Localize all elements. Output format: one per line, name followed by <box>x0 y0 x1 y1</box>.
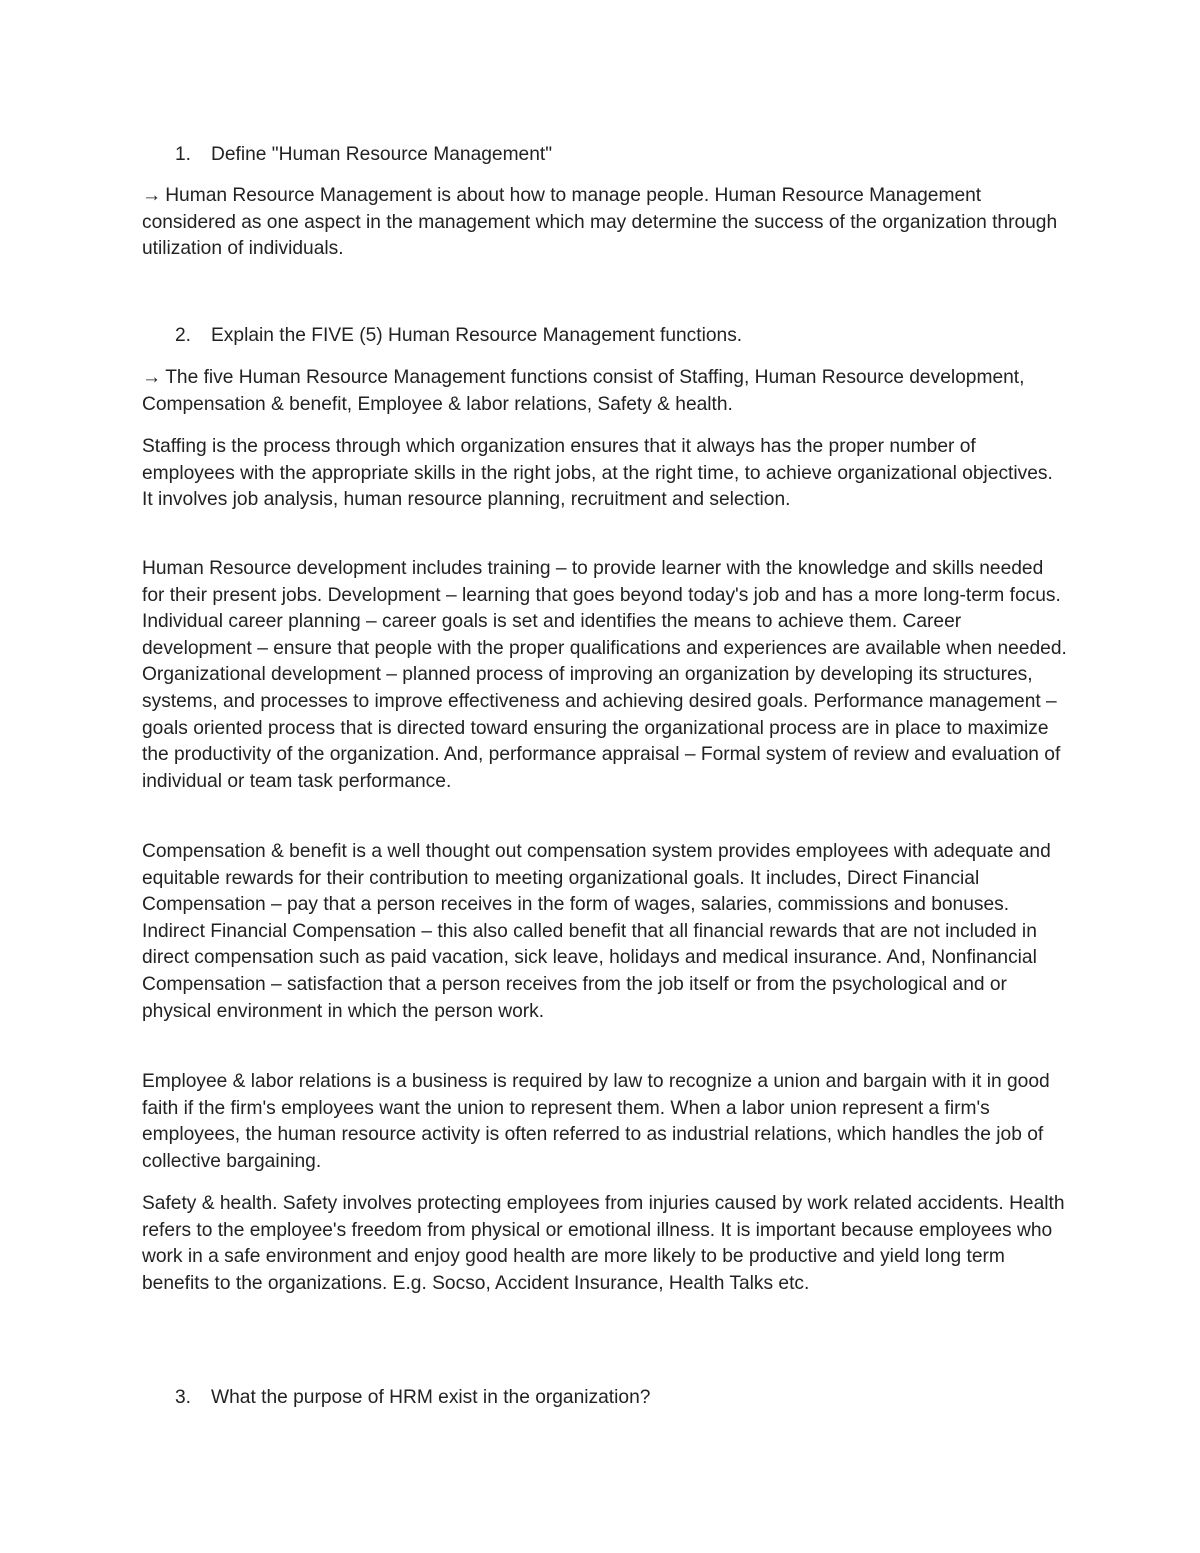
question-3-text: What the purpose of HRM exist in the organization? <box>211 1387 651 1408</box>
question-2-text: Explain the FIVE (5) Human Resource Management functions. <box>211 325 743 346</box>
answer-2-intro-paragraph <box>142 365 1067 418</box>
safety-health-paragraph: Safety & health. Safety involves protecting employees from injuries caused by work related accidents. Health refers to the employee's freedom from physical or emotional illness. It is important because employees who work in a safe environment and enjoy good health are more likely to be productive and yield long term benefits to the organizations. E.g. Socso, Accident Insurance, Health Talks etc. <box>142 1193 1065 1294</box>
labor-relations-paragraph: Employee & labor relations is a business is required by law to recognize a union and bargain with it in good faith if the firm's employees want the union to represent them. When a labor union represent a firm's employees, the human resource activity is often referred to as industrial relations, which handles the job of collective bargaining. <box>142 1071 1050 1172</box>
question-1-text: Define "Human Resource Management" <box>211 144 553 165</box>
question-3 <box>175 1385 1075 1412</box>
answer-1-paragraph <box>142 183 1067 263</box>
answer-1-text: Human Resource Management is about how to manage people. Human Resource Management considered as one aspect in the management which may determine the success of the organization through utilization of individuals. <box>142 185 1058 260</box>
question-1-number: 1. <box>175 144 192 165</box>
staffing-paragraph: Staffing is the process through which organization ensures that it always has the proper number of employees with the appropriate skills in the right jobs, at the right time, to achieve organizational objectives. It involves job analysis, human resource planning, recruitment and selection. <box>142 436 1053 511</box>
arrow-icon: → <box>142 185 162 206</box>
question-3-number: 3. <box>175 1387 192 1408</box>
question-2-number: 2. <box>175 325 192 346</box>
compensation-paragraph: Compensation & benefit is a well thought out compensation system provides employees with adequate and equitable rewards for their contribution to meeting organizational goals. It includes, Direct Financial Compensation – pay that a person receives in the form of wages, salaries, commissions and bonuses. Indirect Financial Compensation – this also called benefit that all financial rewards that are not included in direct compensation such as paid vacation, sick leave, holidays and medical insurance. And, Nonfinancial Compensation – satisfaction that a person receives from the job itself or from the psychological and or physical environment in which the person work. <box>142 841 1051 1022</box>
answer-2-intro-text: The five Human Resource Management functions consist of Staffing, Human Resource development, Compensation & benefit, Employee & labor relations, Safety & health. <box>142 367 1025 415</box>
arrow-icon: → <box>142 367 162 388</box>
question-1 <box>175 142 1075 169</box>
hr-development-paragraph: Human Resource development includes training – to provide learner with the knowledge and skills needed for their present jobs. Development – learning that goes beyond today's job and has a more long-term focus. Individual career planning – career goals is set and identifies the means to achieve them. Career development – ensure that people with the proper qualifications and experiences are available when needed. Organizational development – planned process of improving an organization by developing its structures, systems, and processes to improve effectiveness and achieving desired goals. Performance management – goals oriented process that is directed toward ensuring the organizational process are in place to maximize the productivity of the organization. And, performance appraisal – Formal system of review and evaluation of individual or team task performance. <box>142 558 1067 792</box>
question-2 <box>175 323 1075 350</box>
